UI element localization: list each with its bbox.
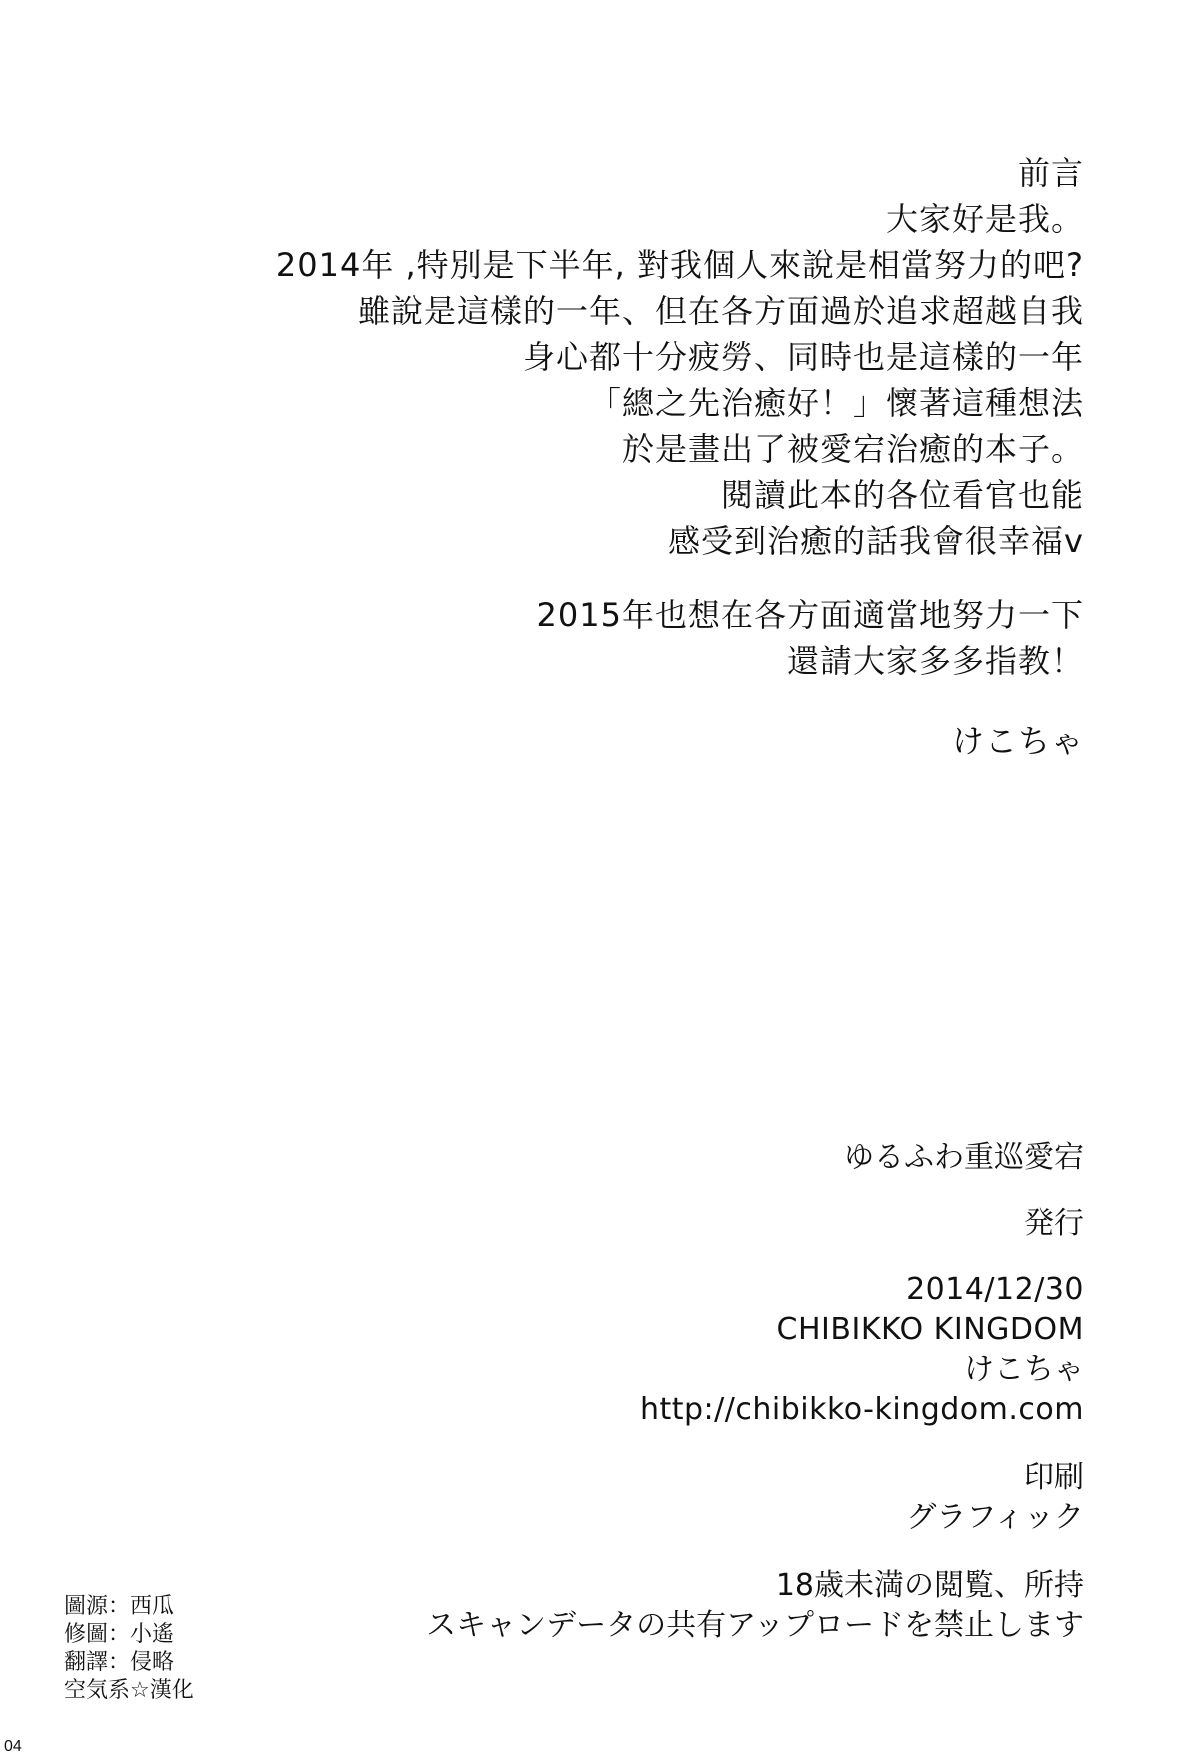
publish-label: 発行 [1024, 1206, 1084, 1241]
credit-edit: 修圖：小遙 [64, 1622, 175, 1647]
colophon-gap [384, 1538, 1084, 1566]
preface-line: 感受到治癒的話我會很幸福v [668, 522, 1084, 560]
preface-line: 於是畫出了被愛宕治癒的本子。 [621, 430, 1084, 468]
translation-credits [64, 1593, 194, 1705]
preface-heading: 前言 [1017, 154, 1084, 192]
scan-notice: スキャンデータの共有アップロードを禁止します [426, 1608, 1084, 1643]
circle-name: CHIBIKKO KINGDOM [776, 1312, 1084, 1347]
preface-line: 身心都十分疲勞、同時也是這樣的一年 [522, 338, 1084, 376]
book-title: ゆるふわ重巡愛宕 [844, 1140, 1084, 1175]
age-notice: 18歳未満の閲覧、所持 [775, 1568, 1084, 1603]
preface-closing-line: 2015年也想在各方面適當地努力一下 [536, 596, 1084, 634]
publish-date: 2014/12/30 [906, 1272, 1084, 1307]
page-number: 04 [4, 1738, 22, 1755]
credit-translate: 翻譯：侵略 [64, 1650, 175, 1675]
preface-line: 閱讀此本的各位看官也能 [720, 476, 1084, 514]
preface-line: 「總之先治癒好！」懷著這種想法 [588, 384, 1084, 422]
preface-section [184, 150, 1084, 764]
author-name: けこちゃ [964, 1352, 1084, 1387]
website-url: http://chibikko-kingdom.com [639, 1392, 1084, 1427]
colophon-section [384, 1138, 1084, 1646]
credit-group: 空気系☆漢化 [64, 1678, 194, 1703]
preface-line: 2014年 ,特別是下半年, 對我個人來說是相當努力的吧? [275, 246, 1084, 284]
colophon-gap [384, 1430, 1084, 1458]
paragraph-gap [184, 564, 1084, 592]
preface-closing-line: 還請大家多多指教！ [786, 642, 1084, 680]
printer-name: グラフィック [906, 1500, 1084, 1535]
preface-line: 大家好是我。 [885, 200, 1084, 238]
preface-signature: けこちゃ [951, 722, 1084, 760]
preface-line: 雖說是這樣的一年、但在各方面過於追求超越自我 [357, 292, 1084, 330]
print-label: 印刷 [1024, 1460, 1084, 1495]
credit-source: 圖源：西瓜 [64, 1594, 175, 1619]
